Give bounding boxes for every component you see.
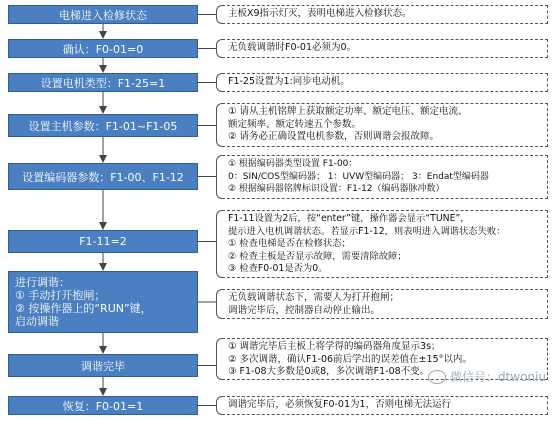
wechat-logo-icon [428,370,446,384]
step-label: 恢复：F0-01=1 [62,399,144,413]
note-f1-11 [222,210,548,278]
step-label: 设置编码器参数：F1-00、F1-12 [22,170,184,184]
step-label: 确认：F0-01=0 [62,42,144,56]
note-line: 无负载调谐状态下，需要人为打开抱闸； [228,292,400,303]
step-enter-maintenance [8,5,198,24]
step-f1-11 [8,230,198,253]
note-confirm [222,39,548,58]
watermark-text: 微信号：dtwoniu [449,370,546,384]
step-label: 电梯进入检修状态 [59,8,147,22]
note-line: ① 检查电梯是否在检修状态； [228,238,351,249]
note-restore [222,396,548,415]
note-line: 调谐完毕后，控制器自动停止输出。 [228,304,381,316]
note-line: 无负载调谐时F0-01必须为0。 [228,42,357,53]
note-line: ② 请务必正确设置电机参数，否则调谐会报故障。 [228,131,440,142]
step-line: 进行调谐： [15,276,70,289]
step-tuning [8,271,198,333]
step-label: 设置主机参数：F1-01~F1-05 [28,119,178,133]
step-set-host-params [8,114,198,137]
note-line: ① 调谐完毕后主板上将学得的编码器角度显示3s； [228,341,441,352]
note-line: ② 多次调谐，确认F1-06前后学出的误差值在±15°以内。 [228,353,472,365]
step-line: 启动调谐 [15,315,59,328]
note-encoder [222,155,548,199]
note-line: 额定频率、额定转速五个参数。 [228,118,362,130]
step-line: ② 按操作器上的“RUN”键， [15,302,152,315]
note-line: 调谐完毕后，必须恢复F0-01为1，否则电梯无法运行 [228,399,452,410]
step-confirm-f0-01 [8,39,198,58]
note-motor-type [222,73,548,92]
step-set-encoder-params [8,163,198,190]
step-line: ① 手动打开抱闸； [15,289,106,302]
note-line: F1-11设置为2后，按“enter”键，操作器会显示“TUNE”， [228,213,470,224]
note-line: 0：SIN/COS型编码器； 1：UVW型编码器； 3：Endat型编码器 [228,171,489,182]
note-line: ③ F1-08大多数是0或8，多次调谐F1-08不变。 [228,366,430,377]
note-host-params [222,103,548,147]
step-set-motor-type [8,73,198,92]
note-line: ② 根据编码器铭牌标识设置：F1-12（编码器脉冲数） [228,184,445,194]
note-line: F1-25设置为1:同步电动机。 [228,76,350,87]
note-tuning [222,289,548,319]
note-line: ① 请从主机铭牌上获取额定功率、额定电压、额定电流、 [228,106,468,117]
note-line: ② 检查主板是否显示故障，需要清除故障； [228,250,407,262]
step-label: 调谐完毕 [81,359,125,373]
step-label: 设置电机类型：F1-25=1 [40,76,166,90]
step-tuning-complete [8,354,198,377]
note-maintenance [222,5,548,24]
wechat-watermark [428,368,546,385]
step-restore-f0-01 [8,396,198,415]
step-label: F1-11=2 [79,235,127,248]
note-line: ③ 检查F0-01是否为0。 [228,263,328,274]
note-line: ① 根据编码器类型设置 F1-00： [228,159,358,169]
note-line: 提示进入电机调谐状态。若显示F1-12，则表明进入调谐状态失败： [228,225,506,237]
note-line: 主板X9指示灯灭，表明电梯进入检修状态。 [228,8,412,19]
